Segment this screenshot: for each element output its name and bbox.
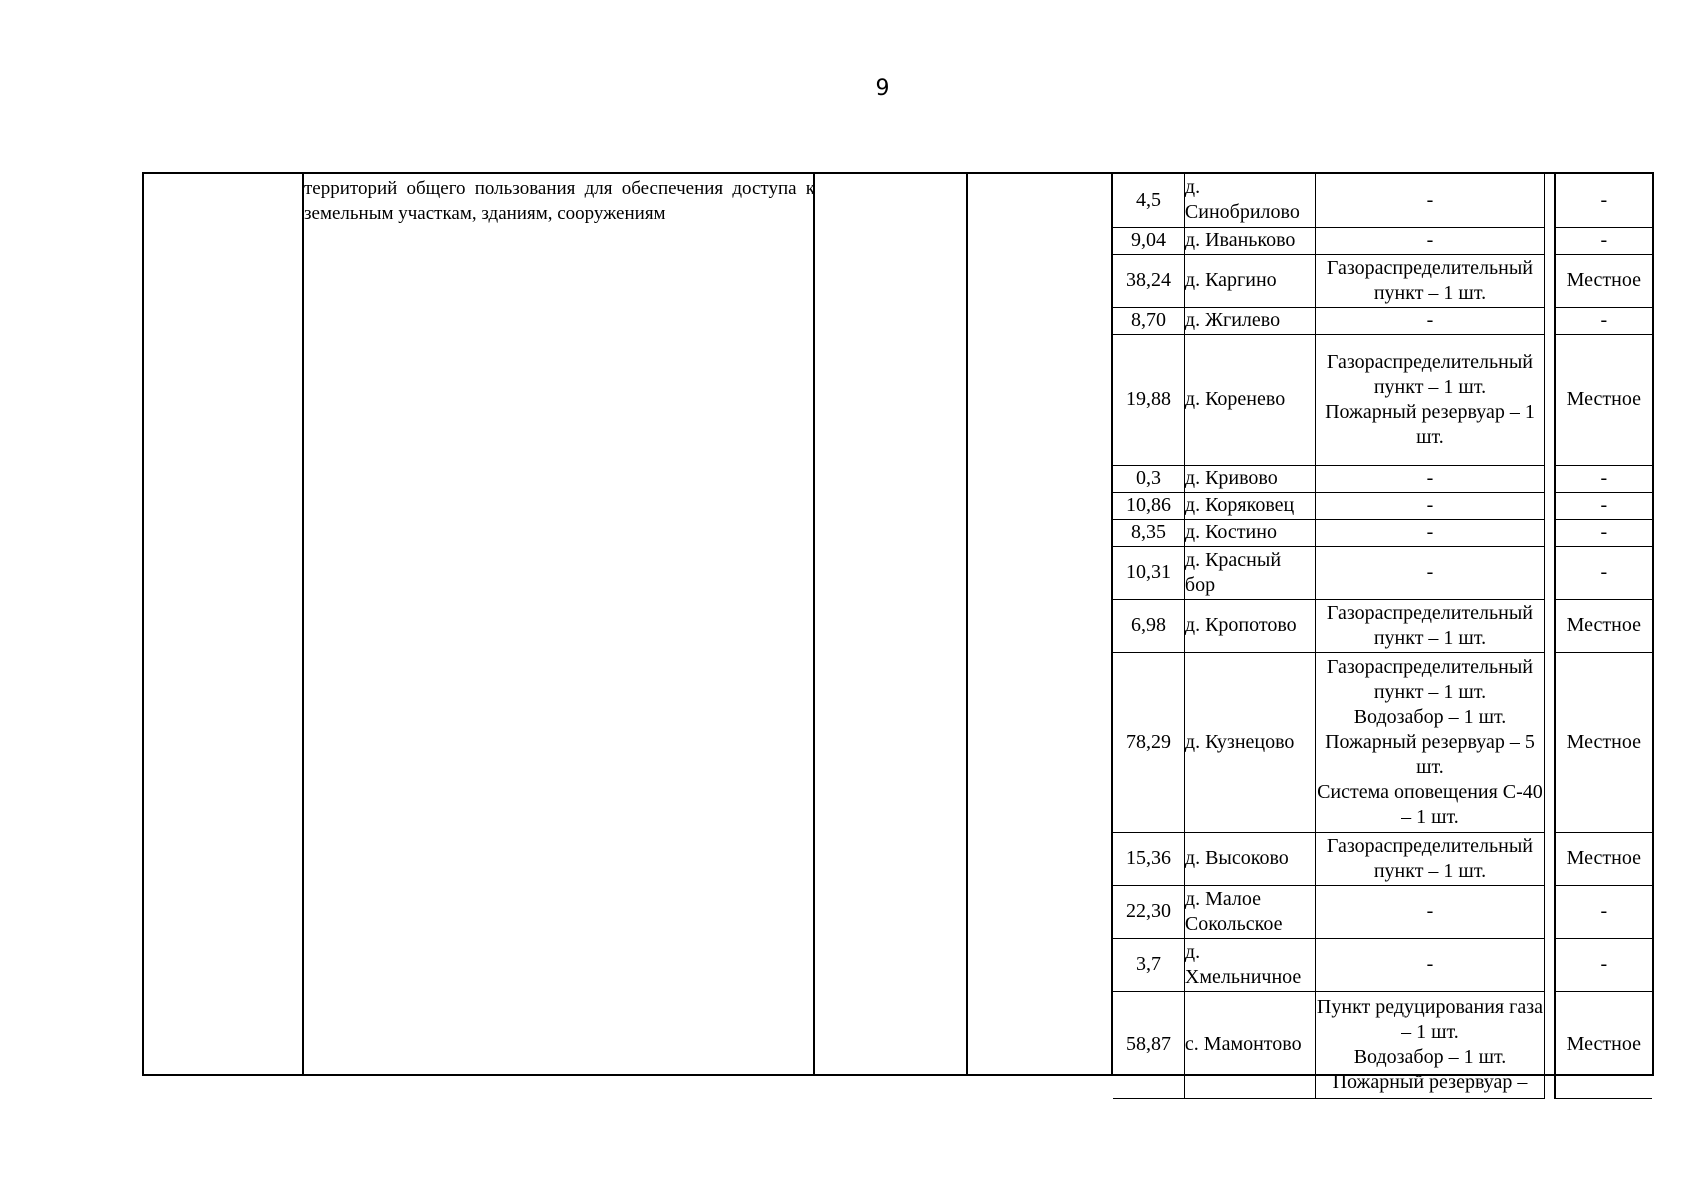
settlement-area-text: 15,36 bbox=[1125, 847, 1171, 869]
column-gap bbox=[1544, 599, 1554, 652]
settlement-significance-text: Местное bbox=[1566, 388, 1641, 410]
settlement-area-text: 8,35 bbox=[1130, 521, 1166, 543]
settlement-name bbox=[1184, 938, 1315, 991]
settlement-objects-text: Газораспределительный пункт – 1 шт. Водозабор – 1 шт. Пожарный резервуар – 5 шт. Система оповещения С-40 – 1 шт. bbox=[1317, 655, 1543, 828]
settlement-objects bbox=[1316, 227, 1544, 254]
column-gap bbox=[1544, 832, 1554, 885]
settlement-significance-text: Местное bbox=[1566, 614, 1641, 636]
settlement-objects-text: - bbox=[1426, 309, 1434, 331]
page-number: 9 bbox=[875, 76, 890, 101]
settlement-significance-text: - bbox=[1600, 309, 1608, 331]
settlement-area bbox=[1113, 599, 1184, 652]
settlement-significance bbox=[1555, 519, 1652, 546]
settlement-significance bbox=[1555, 227, 1652, 254]
settlement-name bbox=[1184, 832, 1315, 885]
settlement-significance bbox=[1555, 334, 1652, 465]
settlement-objects-text: - bbox=[1426, 900, 1434, 922]
settlement-objects-text: - bbox=[1426, 229, 1434, 251]
table-row bbox=[1113, 938, 1652, 991]
settlement-significance-text: - bbox=[1600, 494, 1608, 516]
settlement-objects bbox=[1316, 174, 1544, 227]
column-divider bbox=[302, 174, 304, 1074]
column-gap bbox=[1544, 465, 1554, 492]
settlement-area bbox=[1113, 174, 1184, 227]
settlement-significance bbox=[1555, 307, 1652, 334]
settlement-area-text: 10,31 bbox=[1125, 561, 1171, 583]
settlement-significance-text: - bbox=[1600, 188, 1608, 211]
table-row bbox=[1113, 599, 1652, 652]
settlement-area bbox=[1113, 832, 1184, 885]
settlement-name-text: д. Малое Сокольское bbox=[1184, 887, 1283, 935]
column-gap bbox=[1544, 991, 1554, 1098]
settlement-area bbox=[1113, 885, 1184, 938]
table-row bbox=[1113, 652, 1652, 832]
settlement-significance bbox=[1555, 174, 1652, 227]
settlement-significance bbox=[1555, 254, 1652, 307]
settlement-area bbox=[1113, 307, 1184, 334]
settlement-name-text: д. Кропотово bbox=[1184, 614, 1297, 636]
settlement-objects bbox=[1316, 991, 1544, 1098]
settlement-area bbox=[1113, 991, 1184, 1098]
settlement-objects-text: Газораспределительный пункт – 1 шт. bbox=[1326, 601, 1533, 649]
settlement-name-text: д. Иваньково bbox=[1184, 229, 1296, 251]
settlement-objects-text: - bbox=[1426, 521, 1434, 543]
settlement-objects bbox=[1316, 519, 1544, 546]
table-row bbox=[1113, 254, 1652, 307]
column-gap bbox=[1544, 885, 1554, 938]
table-row bbox=[1113, 492, 1652, 519]
settlement-objects-text: Газораспределительный пункт – 1 шт. bbox=[1326, 834, 1533, 882]
settlement-objects bbox=[1316, 599, 1544, 652]
settlement-name bbox=[1184, 492, 1315, 519]
settlement-name bbox=[1184, 599, 1315, 652]
settlement-significance bbox=[1555, 599, 1652, 652]
settlement-area bbox=[1113, 519, 1184, 546]
settlement-area-text: 78,29 bbox=[1125, 730, 1171, 753]
settlement-name-text: д. Жгилево bbox=[1184, 309, 1281, 331]
settlement-name bbox=[1184, 254, 1315, 307]
settlement-significance-text: Местное bbox=[1566, 1033, 1641, 1055]
settlement-area bbox=[1113, 254, 1184, 307]
settlement-significance bbox=[1555, 652, 1652, 832]
settlement-objects bbox=[1316, 546, 1544, 599]
settlement-name-text: д. Хмельничное bbox=[1184, 940, 1302, 988]
settlement-area bbox=[1113, 938, 1184, 991]
settlement-area-text: 8,70 bbox=[1130, 309, 1166, 331]
settlement-area-text: 22,30 bbox=[1125, 900, 1171, 922]
column-gap bbox=[1544, 546, 1554, 599]
settlement-area-text: 38,24 bbox=[1125, 269, 1171, 291]
settlement-significance bbox=[1555, 991, 1652, 1098]
settlement-name-text: д. Кривово bbox=[1184, 467, 1278, 489]
column-gap bbox=[1544, 334, 1554, 465]
settlement-significance bbox=[1555, 465, 1652, 492]
purpose-description: территорий общего пользования для обеспечения доступа к земельным участкам, зданиям, сооружениям bbox=[304, 178, 815, 224]
settlement-objects bbox=[1316, 938, 1544, 991]
settlement-objects bbox=[1316, 885, 1544, 938]
settlement-area-text: 0,3 bbox=[1135, 467, 1161, 489]
settlement-name bbox=[1184, 307, 1315, 334]
settlement-name-text: с. Мамонтово bbox=[1184, 1033, 1302, 1055]
settlement-objects bbox=[1316, 465, 1544, 492]
table-row bbox=[1113, 832, 1652, 885]
settlement-area bbox=[1113, 652, 1184, 832]
settlement-name-text: д. Костино bbox=[1184, 521, 1277, 543]
table-row bbox=[1113, 307, 1652, 334]
column-divider bbox=[813, 174, 815, 1074]
column-gap bbox=[1544, 938, 1554, 991]
settlement-significance-text: - bbox=[1600, 229, 1608, 251]
settlement-area-text: 9,04 bbox=[1130, 229, 1166, 251]
table-row bbox=[1113, 546, 1652, 599]
settlement-name bbox=[1184, 885, 1315, 938]
settlement-name-text: д. Красный бор bbox=[1184, 548, 1282, 596]
settlement-objects bbox=[1316, 832, 1544, 885]
settlement-significance-text: - bbox=[1600, 953, 1608, 975]
settlement-objects-text: - bbox=[1426, 494, 1434, 516]
settlement-objects-text: - bbox=[1426, 467, 1434, 489]
settlement-area-text: 3,7 bbox=[1135, 953, 1161, 975]
settlement-objects-text: Газораспределительный пункт – 1 шт. Пожарный резервуар – 1 шт. bbox=[1325, 350, 1535, 448]
settlement-name bbox=[1184, 652, 1315, 832]
column-gap bbox=[1544, 307, 1554, 334]
settlement-objects-text: - bbox=[1426, 953, 1434, 975]
settlement-significance-text: Местное bbox=[1566, 847, 1641, 869]
table-row bbox=[1113, 519, 1652, 546]
column-gap bbox=[1544, 492, 1554, 519]
settlement-objects-text: Газораспределительный пункт – 1 шт. bbox=[1326, 256, 1533, 304]
settlement-name bbox=[1184, 334, 1315, 465]
settlement-area bbox=[1113, 465, 1184, 492]
settlement-name bbox=[1184, 174, 1315, 227]
settlement-area bbox=[1113, 546, 1184, 599]
document-table bbox=[142, 172, 1654, 1093]
column-divider bbox=[966, 174, 968, 1074]
settlement-significance-text: - bbox=[1600, 467, 1608, 489]
settlement-objects bbox=[1316, 334, 1544, 465]
settlement-name bbox=[1184, 519, 1315, 546]
settlement-area-text: 19,88 bbox=[1125, 388, 1171, 410]
settlements-table bbox=[1113, 174, 1652, 1099]
settlement-significance bbox=[1555, 938, 1652, 991]
settlement-area bbox=[1113, 334, 1184, 465]
settlement-name-text: д. Коряковец bbox=[1184, 494, 1295, 516]
column-gap bbox=[1544, 519, 1554, 546]
settlement-area-text: 4,5 bbox=[1135, 188, 1161, 211]
column-gap bbox=[1544, 174, 1554, 227]
table-row bbox=[1113, 334, 1652, 465]
settlement-significance-text: - bbox=[1600, 521, 1608, 543]
table-row bbox=[1113, 174, 1652, 227]
settlement-significance-text: Местное bbox=[1566, 269, 1641, 291]
settlement-significance bbox=[1555, 492, 1652, 519]
settlement-area bbox=[1113, 227, 1184, 254]
settlement-name bbox=[1184, 465, 1315, 492]
settlement-objects bbox=[1316, 307, 1544, 334]
settlement-significance-text: - bbox=[1600, 561, 1608, 583]
settlement-significance-text: - bbox=[1600, 900, 1608, 922]
settlement-name-text: д. Кузнецово bbox=[1184, 730, 1295, 753]
settlement-objects-text: Пункт редуцирования газа – 1 шт. Водозабор – 1 шт. Пожарный резервуар – bbox=[1316, 995, 1543, 1093]
settlement-objects bbox=[1316, 254, 1544, 307]
column-gap bbox=[1544, 652, 1554, 832]
settlement-objects bbox=[1316, 492, 1544, 519]
column-gap bbox=[1544, 227, 1554, 254]
settlement-significance bbox=[1555, 832, 1652, 885]
settlement-name-text: д. Высоково bbox=[1184, 847, 1289, 869]
settlement-name-text: д. Синобрилово bbox=[1184, 176, 1300, 224]
settlement-significance-text: Местное bbox=[1566, 730, 1641, 753]
column-gap bbox=[1544, 254, 1554, 307]
table-row bbox=[1113, 227, 1652, 254]
table-row bbox=[1113, 991, 1652, 1098]
settlement-name bbox=[1184, 227, 1315, 254]
table-row bbox=[1113, 465, 1652, 492]
settlement-name bbox=[1184, 991, 1315, 1098]
settlement-name-text: д. Коренево bbox=[1184, 388, 1286, 410]
settlement-objects-text: - bbox=[1426, 188, 1434, 211]
settlement-objects-text: - bbox=[1426, 561, 1434, 583]
settlement-area-text: 58,87 bbox=[1125, 1033, 1171, 1055]
settlement-significance bbox=[1555, 885, 1652, 938]
table-row bbox=[1113, 885, 1652, 938]
settlement-area bbox=[1113, 492, 1184, 519]
settlement-area-text: 6,98 bbox=[1130, 614, 1166, 636]
settlement-name bbox=[1184, 546, 1315, 599]
settlement-objects bbox=[1316, 652, 1544, 832]
settlement-significance bbox=[1555, 546, 1652, 599]
settlement-name-text: д. Каргино bbox=[1184, 269, 1277, 291]
settlement-area-text: 10,86 bbox=[1125, 494, 1171, 516]
